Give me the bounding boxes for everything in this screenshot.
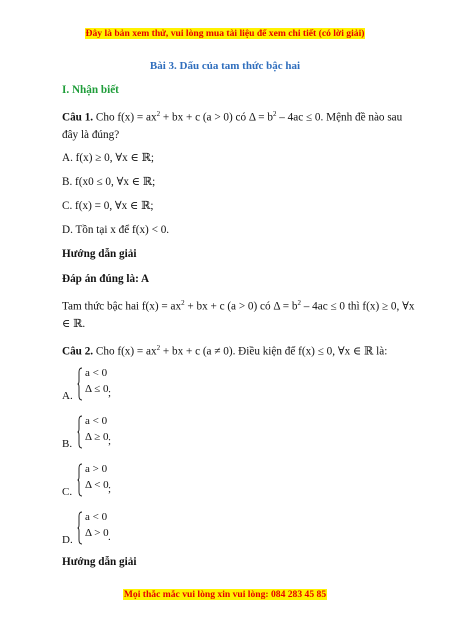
q1-option-a: A. f(x) ≥ 0, ∀x ∈ ℝ; (62, 152, 154, 164)
q1-guide-heading: Hướng dẫn giải (62, 248, 137, 260)
brace-icon (77, 511, 83, 545)
q1-text: Câu 1. Cho $f(x) = ax^2$ + bx + c (a > 0) có $\Delta = b^2 - 4ac \le 0$. Mệnh đề nào sau (62, 110, 403, 124)
q2-guide-heading: Hướng dẫn giải (62, 556, 137, 568)
q1-explanation-line2: ∈ ℝ. (62, 318, 86, 330)
q1-option-d: D. Tồn tại x để f(x) < 0. (62, 224, 170, 236)
q2-label: Câu 2. (62, 345, 94, 358)
q1-option-c: C. f(x) = 0, ∀x ∈ ℝ; (62, 200, 154, 212)
q1-answer: Đáp án đúng là: A (62, 273, 150, 285)
q1-label: Câu 1. (62, 111, 94, 124)
brace-icon (77, 415, 83, 449)
footer-notice: Mọi thắc mắc vui lòng xin vui lòng: 084 283 45 85 (123, 589, 327, 600)
header-notice: Đây là bản xem thử, vui lòng mua tài liệu để xem chi tiết (có lời giải) (85, 28, 365, 39)
section-heading: I. Nhận biết (62, 84, 119, 96)
brace-icon (77, 463, 83, 497)
q1-explanation: Tam thức bậc hai $f(x) = ax^2$ + bx + c (a > 0) có $\Delta = b^2 - 4ac \le 0$ thì f(x) ≥ 0, ∀x (62, 299, 415, 313)
lesson-title: Bài 3. Dấu của tam thức bậc hai (149, 60, 301, 72)
brace-icon (77, 367, 83, 401)
q1-text-line2: đây là đúng? (62, 129, 120, 141)
q2-text: Câu 2. Cho $f(x) = ax^2$ + bx + c (a ≠ 0). Điều kiện để f(x) ≤ 0, ∀x ∈ ℝ là: (62, 344, 388, 358)
q1-option-b: B. f(x0 ≤ 0, ∀x ∈ ℝ; (62, 176, 156, 188)
